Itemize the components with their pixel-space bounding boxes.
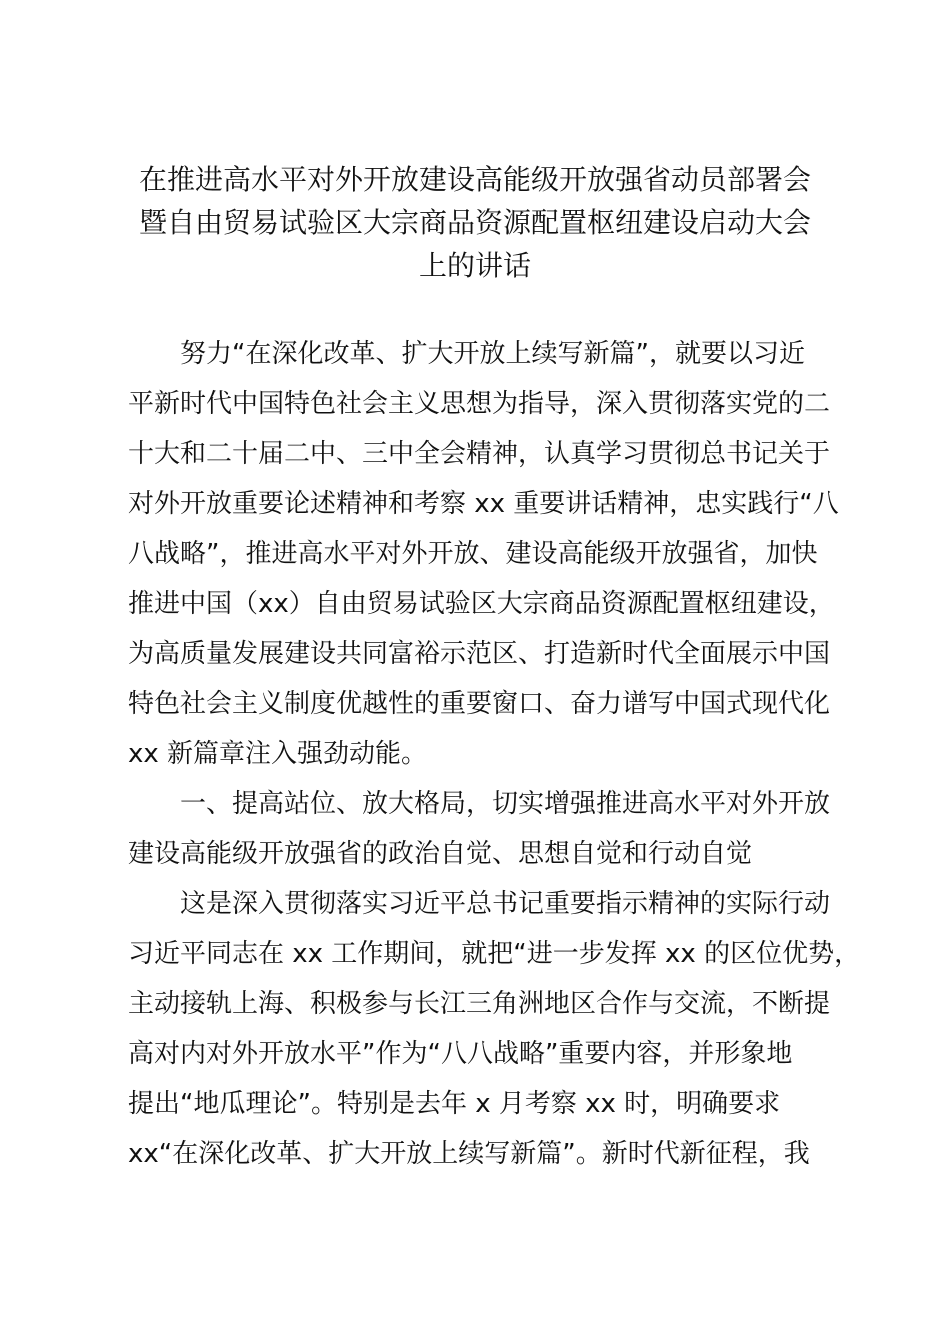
paragraph-line: 十大和二十届二中、三中全会精神，认真学习贯彻总书记关于 <box>128 439 831 469</box>
paragraph-line: 高对内对外开放水平”作为“八八战略”重要内容，并形象地 <box>128 1039 793 1069</box>
paragraph-line: 习近平同志在 xx 工作期间，就把“进一步发挥 xx 的区位优势， <box>128 939 861 969</box>
paragraph-section-1 <box>128 879 861 1179</box>
document-title <box>120 158 830 287</box>
title-line: 上的讲话 <box>418 249 531 282</box>
paragraph-line: xx 新篇章注入强劲动能。 <box>128 739 428 769</box>
paragraph-line: xx“在深化改革、扩大开放上续写新篇”。新时代新征程，我 <box>128 1139 810 1169</box>
paragraph-line: 八战略”，推进高水平对外开放、建设高能级开放强省，加快 <box>128 539 818 569</box>
heading-line: 一、提高站位、放大格局，切实增强推进高水平对外开放 <box>180 789 831 819</box>
paragraph-line: 这是深入贯彻落实习近平总书记重要指示精神的实际行动 <box>180 889 831 919</box>
paragraph-line: 推进中国（xx）自由贸易试验区大宗商品资源配置枢纽建设， <box>128 589 835 619</box>
paragraph-line: 主动接轨上海、积极参与长江三角洲地区合作与交流，不断提 <box>128 989 831 1019</box>
paragraph-line: 为高质量发展建设共同富裕示范区、打造新时代全面展示中国 <box>128 639 831 669</box>
section-heading-1 <box>128 779 833 879</box>
paragraph-intro <box>128 329 839 779</box>
paragraph-line: 努力“在深化改革、扩大开放上续写新篇”，就要以习近 <box>180 339 805 369</box>
paragraph-line: 特色社会主义制度优越性的重要窗口、奋力谱写中国式现代化 <box>128 689 831 719</box>
title-line: 在推进高水平对外开放建设高能级开放强省动员部署会 <box>138 163 811 196</box>
paragraph-line: 提出“地瓜理论”。特别是去年 x 月考察 xx 时，明确要求 <box>128 1089 781 1119</box>
heading-line: 建设高能级开放强省的政治自觉、思想自觉和行动自觉 <box>128 839 753 869</box>
paragraph-line: 平新时代中国特色社会主义思想为指导，深入贯彻落实党的二 <box>128 389 831 419</box>
paragraph-line: 对外开放重要论述精神和考察 xx 重要讲话精神，忠实践行“八 <box>128 489 839 519</box>
title-line: 暨自由贸易试验区大宗商品资源配置枢纽建设启动大会 <box>138 206 811 239</box>
